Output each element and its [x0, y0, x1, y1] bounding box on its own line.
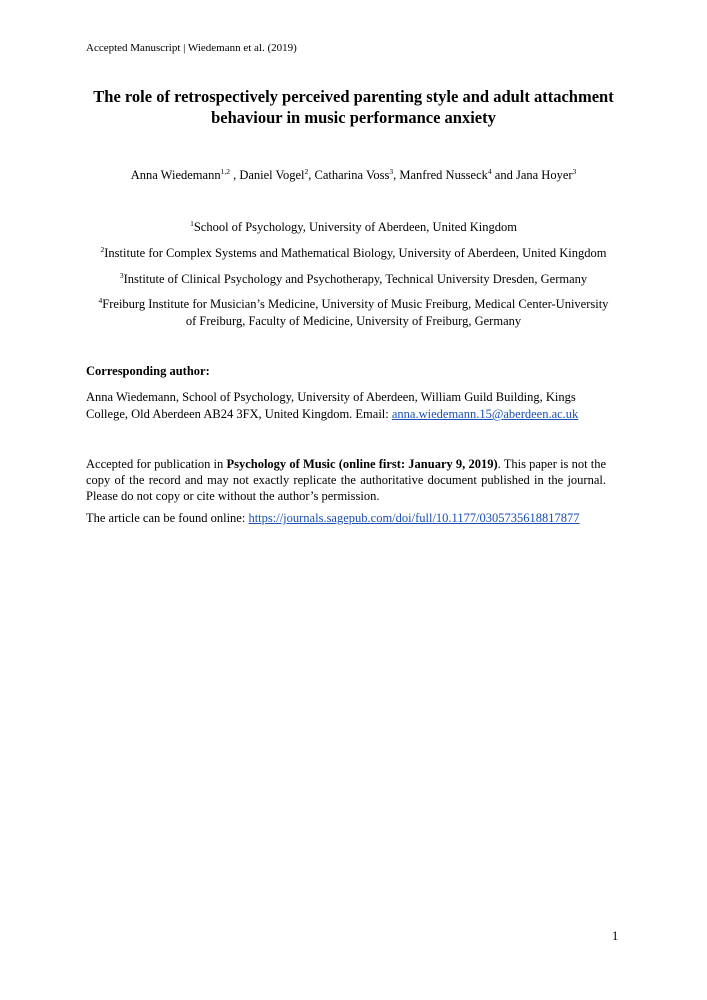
publication-notice-disclaimer: . This paper is not the copy of the record and may not exactly replicate the authoritative document published in the journal. Please do not copy or cite without the author’s permission.	[86, 457, 607, 503]
affiliation-text: Freiburg Institute for Musician’s Medicine, University of Music Freiburg, Medical Center-University	[102, 297, 609, 311]
affiliation-number: 4	[98, 295, 103, 305]
author-list	[60, 168, 647, 183]
affiliation-3	[70, 271, 637, 288]
author-name: Anna Wiedemann	[130, 168, 221, 182]
running-head: Accepted Manuscript | Wiedemann et al. (2019)	[86, 42, 297, 54]
publication-notice	[86, 456, 606, 504]
title-line-1: The role of retrospectively perceived parenting style and adult attachment	[93, 87, 614, 106]
journal-name: Psychology of Music (online first: January 9, 2019)	[226, 457, 498, 471]
corresponding-author-heading: Corresponding author:	[86, 364, 210, 378]
corresponding-author-details	[86, 389, 606, 423]
author-affiliation-sup: 4	[487, 166, 492, 176]
online-label: The article can be found online:	[86, 511, 249, 525]
paper-title	[70, 86, 637, 128]
affiliation-text: Institute of Clinical Psychology and Psychotherapy, Technical University Dresden, Germany	[123, 272, 588, 286]
affiliation-4	[70, 296, 637, 330]
article-url-link[interactable]: https://journals.sagepub.com/doi/full/10.1177/0305735618817877	[248, 511, 580, 525]
author-affiliation-sup: 1,2	[220, 166, 230, 176]
email-link[interactable]: anna.wiedemann.15@aberdeen.ac.uk	[391, 407, 579, 421]
affiliation-1	[70, 219, 637, 236]
author-affiliation-sup: 3	[572, 166, 577, 176]
affiliation-number: 2	[100, 244, 105, 254]
title-line-2: behaviour in music performance anxiety	[211, 108, 496, 127]
corresponding-address-line-1: Anna Wiedemann, School of Psychology, University of Aberdeen, William Guild Building, Kings	[86, 390, 576, 404]
author-separator: ,	[229, 168, 240, 182]
author-separator: ,	[308, 168, 315, 182]
author-name: Catharina Voss	[314, 168, 390, 182]
affiliation-number: 3	[119, 270, 124, 280]
affiliation-2	[70, 245, 637, 262]
affiliation-text: Institute for Complex Systems and Mathematical Biology, University of Aberdeen, United Kingdom	[104, 246, 607, 260]
page-number: 1	[612, 929, 619, 943]
affiliation-number: 1	[190, 218, 194, 228]
affiliation-text-continued: of Freiburg, Faculty of Medicine, University of Freiburg, Germany	[185, 314, 522, 328]
affiliation-text: School of Psychology, University of Aberdeen, United Kingdom	[193, 220, 517, 234]
author-affiliation-sup: 3	[389, 166, 394, 176]
author-name: Jana Hoyer	[515, 168, 573, 182]
author-separator: ,	[393, 168, 400, 182]
corresponding-address-line-2: College, Old Aberdeen AB24 3FX, United Kingdom. Email:	[86, 407, 392, 421]
author-name: Daniel Vogel	[239, 168, 305, 182]
author-name: Manfred Nusseck	[399, 168, 488, 182]
author-affiliation-sup: 2	[304, 166, 309, 176]
author-separator: and	[491, 168, 516, 182]
publication-notice-intro: Accepted for publication in	[86, 457, 227, 471]
online-availability	[86, 511, 626, 526]
